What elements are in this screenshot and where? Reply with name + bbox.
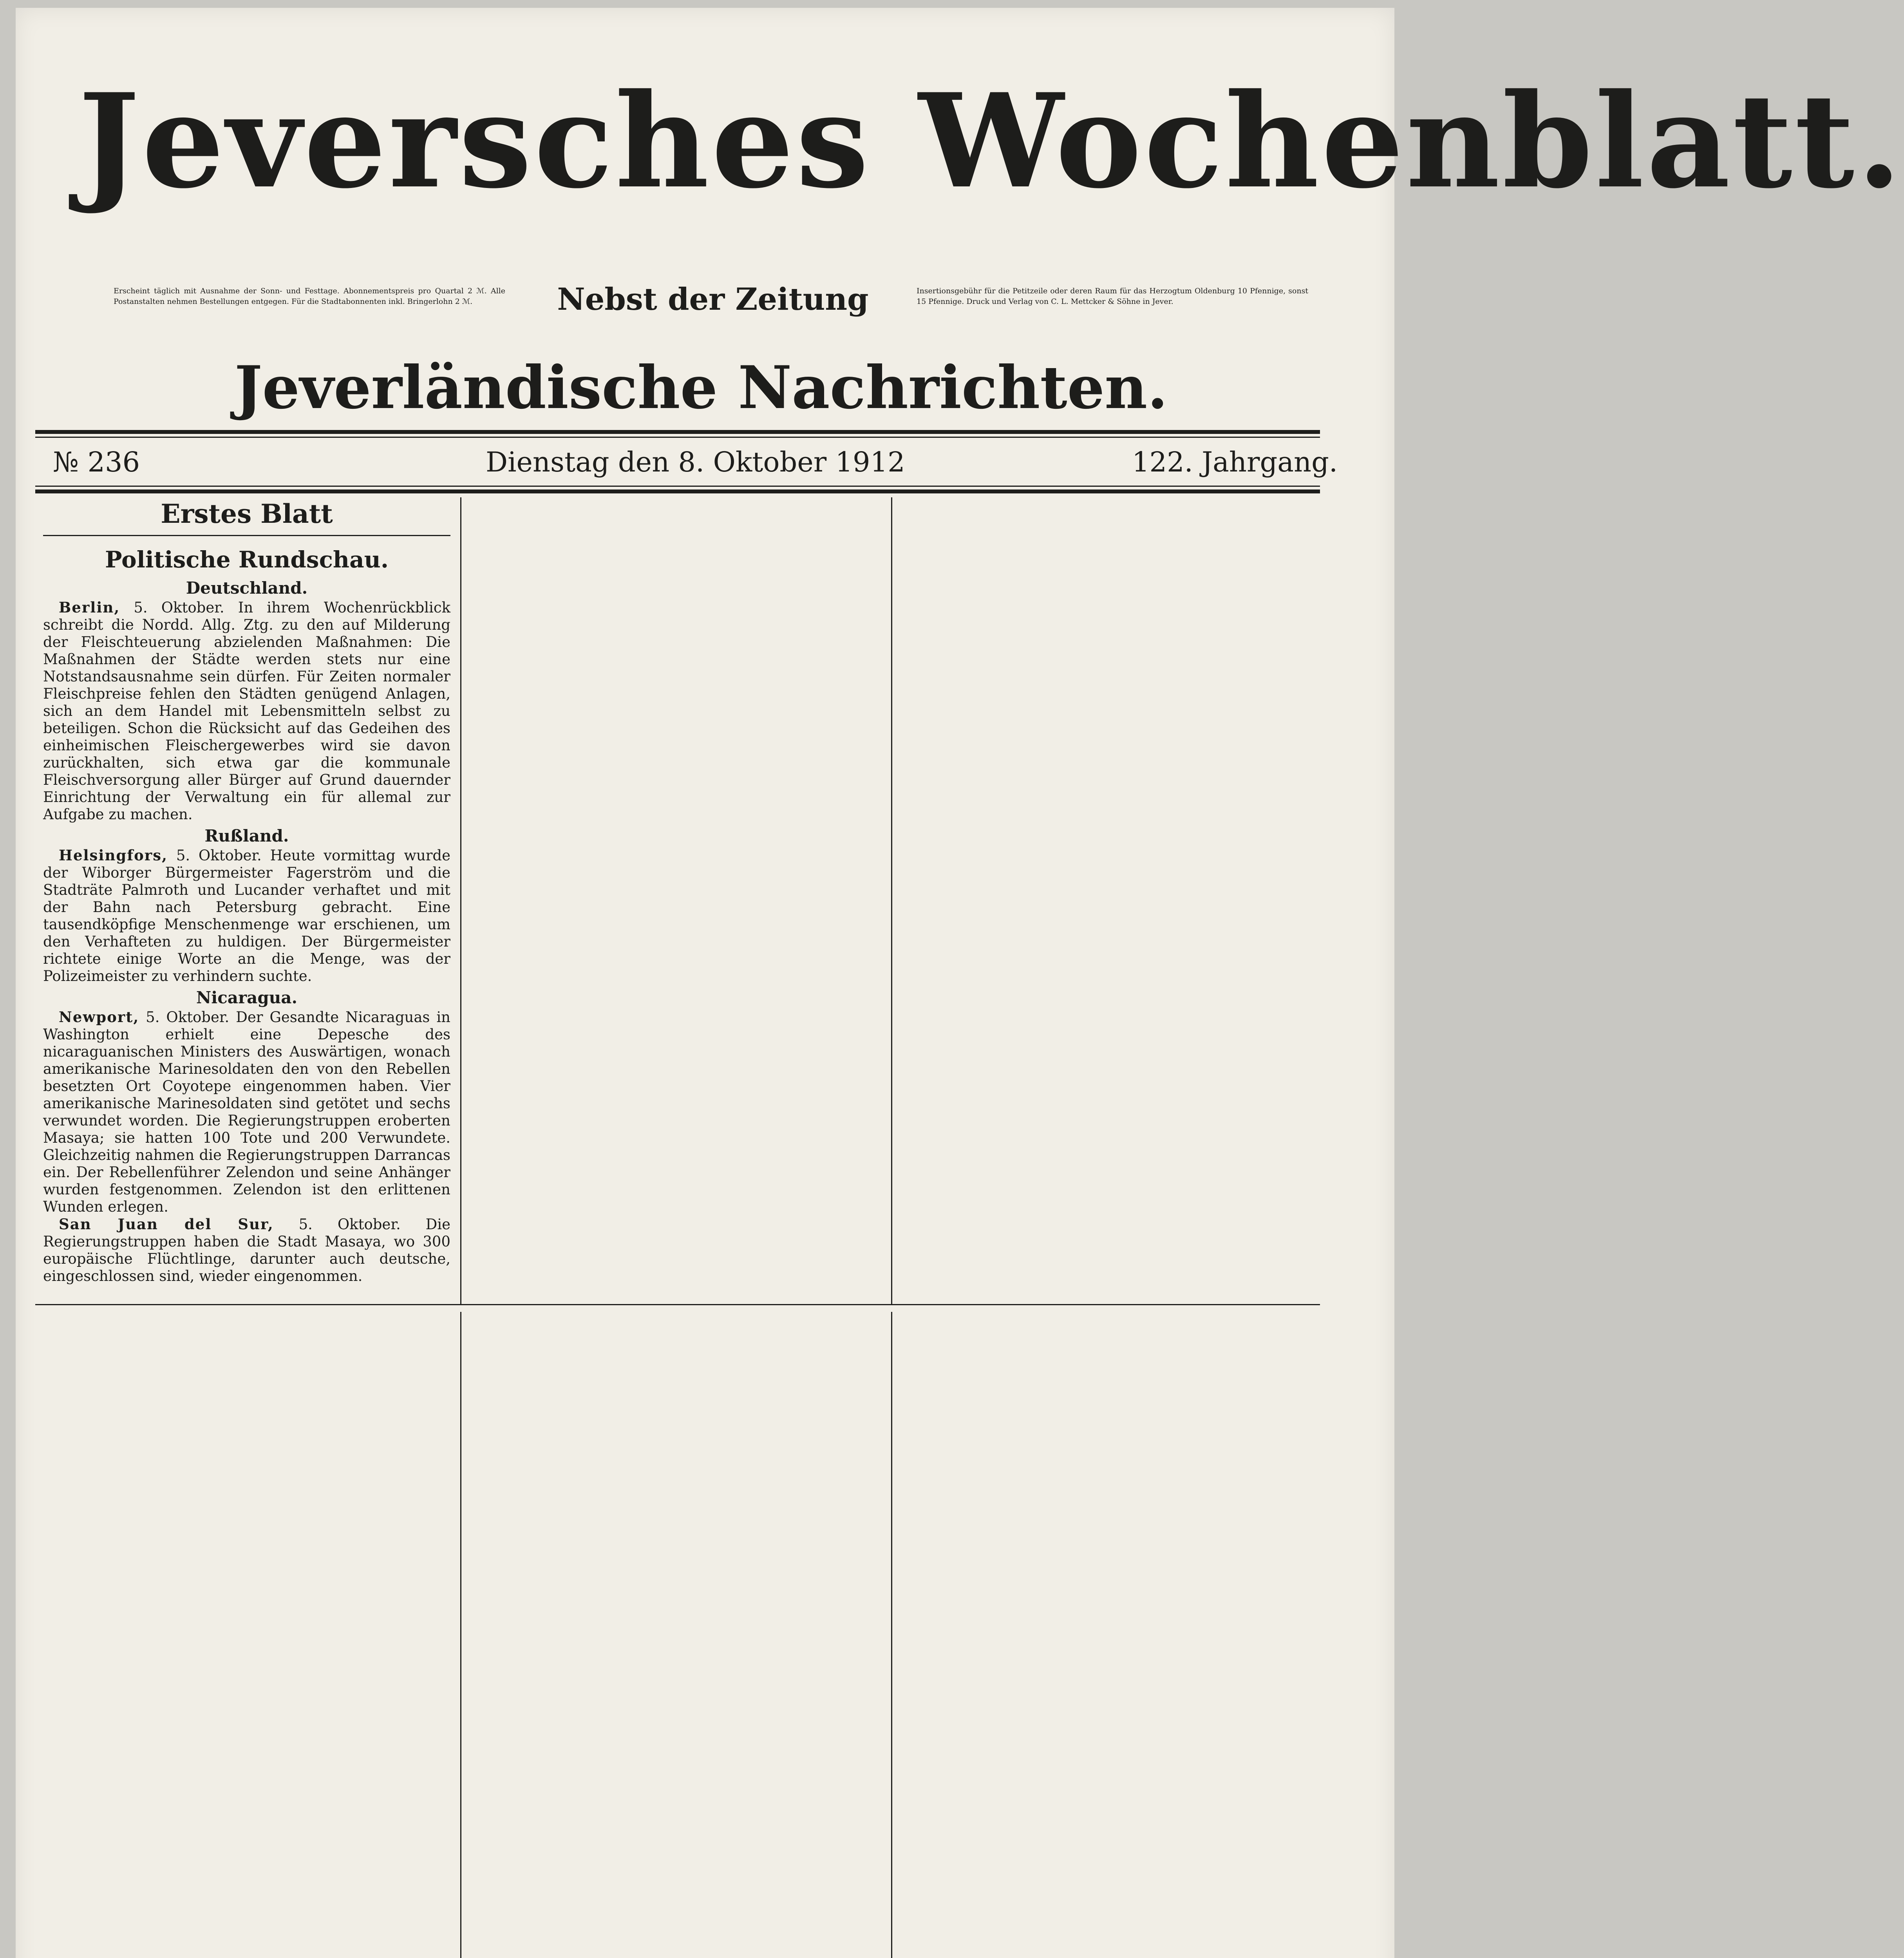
column-rule-1-bottom [460,1312,461,1958]
section-erstes-blatt: Erstes Blatt [161,499,333,529]
issue-date: Dienstag den 8. Oktober 1912 [486,446,905,478]
column-1 [43,498,450,1285]
article-helsingfors [43,847,450,985]
country-heading-russland: Rußland. [204,826,289,845]
dateline-place: Helsingfors, [59,847,168,864]
newspaper-page [16,8,1904,1958]
article-newport [43,1008,450,1216]
dateline-top-rule [35,430,1320,434]
masthead-subtitle: Jeverländische Nachrichten. [234,353,1168,422]
masthead-nebst: Nebst der Zeitung [557,282,869,317]
heading-politische-rundschau: Politische Rundschau. [105,546,389,573]
column-rule-1-top [460,497,461,1304]
dateline-bottom-rule-thick [35,490,1320,493]
article-berlin [43,599,450,823]
masthead-title: Jeversches Wochenblatt. [78,65,1904,217]
section-rule [43,535,450,536]
masthead-right-info: Insertionsgebühr für die Petitzeile oder deren Raum für das Herzogtum Oldenburg 10 Pfennige, sonst 15 Pfennige. Druck und Verlag von C. L. Mettcker & Söhne in Jever. [917,287,1308,306]
masthead-left-info: Erscheint täglich mit Ausnahme der Sonn- und Festtage. Abonnementspreis pro Quartal 2 ℳ. Alle Postanstalten nehmen Bestellungen entgegen. Für die Stadtabonnenten inkl. Bringerlohn 2 ℳ. [114,287,505,306]
article-text: 5. Oktober. Der Gesandte Nicaraguas in Washington erhielt eine Depesche des nicaraguanischen Ministers des Auswärtigen, wonach amerikanische Marinesoldaten den von den Rebellen besetzten Ort Coyotepe eingenommen haben. Vier amerikanische Marinesoldaten sind getötet und sechs verwundet worden. Die Regierungstruppen eroberten Masaya; sie hatten 100 Tote und 200 Verwundete. Gleichzeitig nahmen die Regierungstruppen Darrancas ein. Der Rebellenführer Zelendon und seine Anhänger wurden festgenommen. Zelendon ist den erlittenen Wunden erlegen. [43,1009,450,1215]
country-heading-nicaragua: Nicaragua. [196,988,298,1007]
country-heading-deutschland: Deutschland. [186,578,308,598]
article-text: 5. Oktober. Die Regierungstruppen haben die Stadt Masaya, wo 300 europäische Flüchtlinge, darunter auch deutsche, eingeschlossen sind, wieder eingenommen. [43,1216,451,1284]
column-rule-2-bottom [891,1312,892,1958]
dateline-place: San Juan del Sur, [59,1216,274,1233]
dateline-bottom-rule [35,486,1320,487]
feuilleton-rule [35,1304,1320,1305]
dateline-place: Berlin, [59,599,120,616]
article-text: 5. Oktober. In ihrem Wochenrückblick schreibt die Nordd. Allg. Ztg. zu den auf Milderung der Fleischteuerung abzielenden Maßnahmen: Die Maßnahmen der Städte werden stets nur eine Notstandsausnahme sein dürfen. Für Zeiten normaler Fleischpreise fehlen den Städten genügend Anlagen, sich an dem Handel mit Lebensmitteln selbst zu beteiligen. Schon die Rücksicht auf das Gedeihen des einheimischen Fleischergewerbes wird sie davon zurückhalten, sich etwa gar die kommunale Fleischversorgung aller Bürger auf Grund dauernder Einrichtung der Verwaltung ein für allemal zur Aufgabe zu machen. [43,599,450,823]
issue-volume: 122. Jahrgang. [1132,446,1338,478]
article-san-juan [43,1216,450,1285]
dateline-place: Newport, [59,1008,139,1026]
column-rule-2-top [891,497,892,1304]
dateline-top-rule-thin [35,437,1320,438]
issue-number: № 236 [53,446,140,478]
article-text: 5. Oktober. Heute vormittag wurde der Wiborger Bürgermeister Fagerström und die Stadträte Palmroth und Lucander verhaftet und mit der Bahn nach Petersburg gebracht. Eine tausendköpfige Menschenmenge war erschienen, um den Verhafteten zu huldigen. Der Bürgermeister richtete einige Worte an die Menge, was der Polizeimeister zu verhindern suchte. [43,847,450,984]
